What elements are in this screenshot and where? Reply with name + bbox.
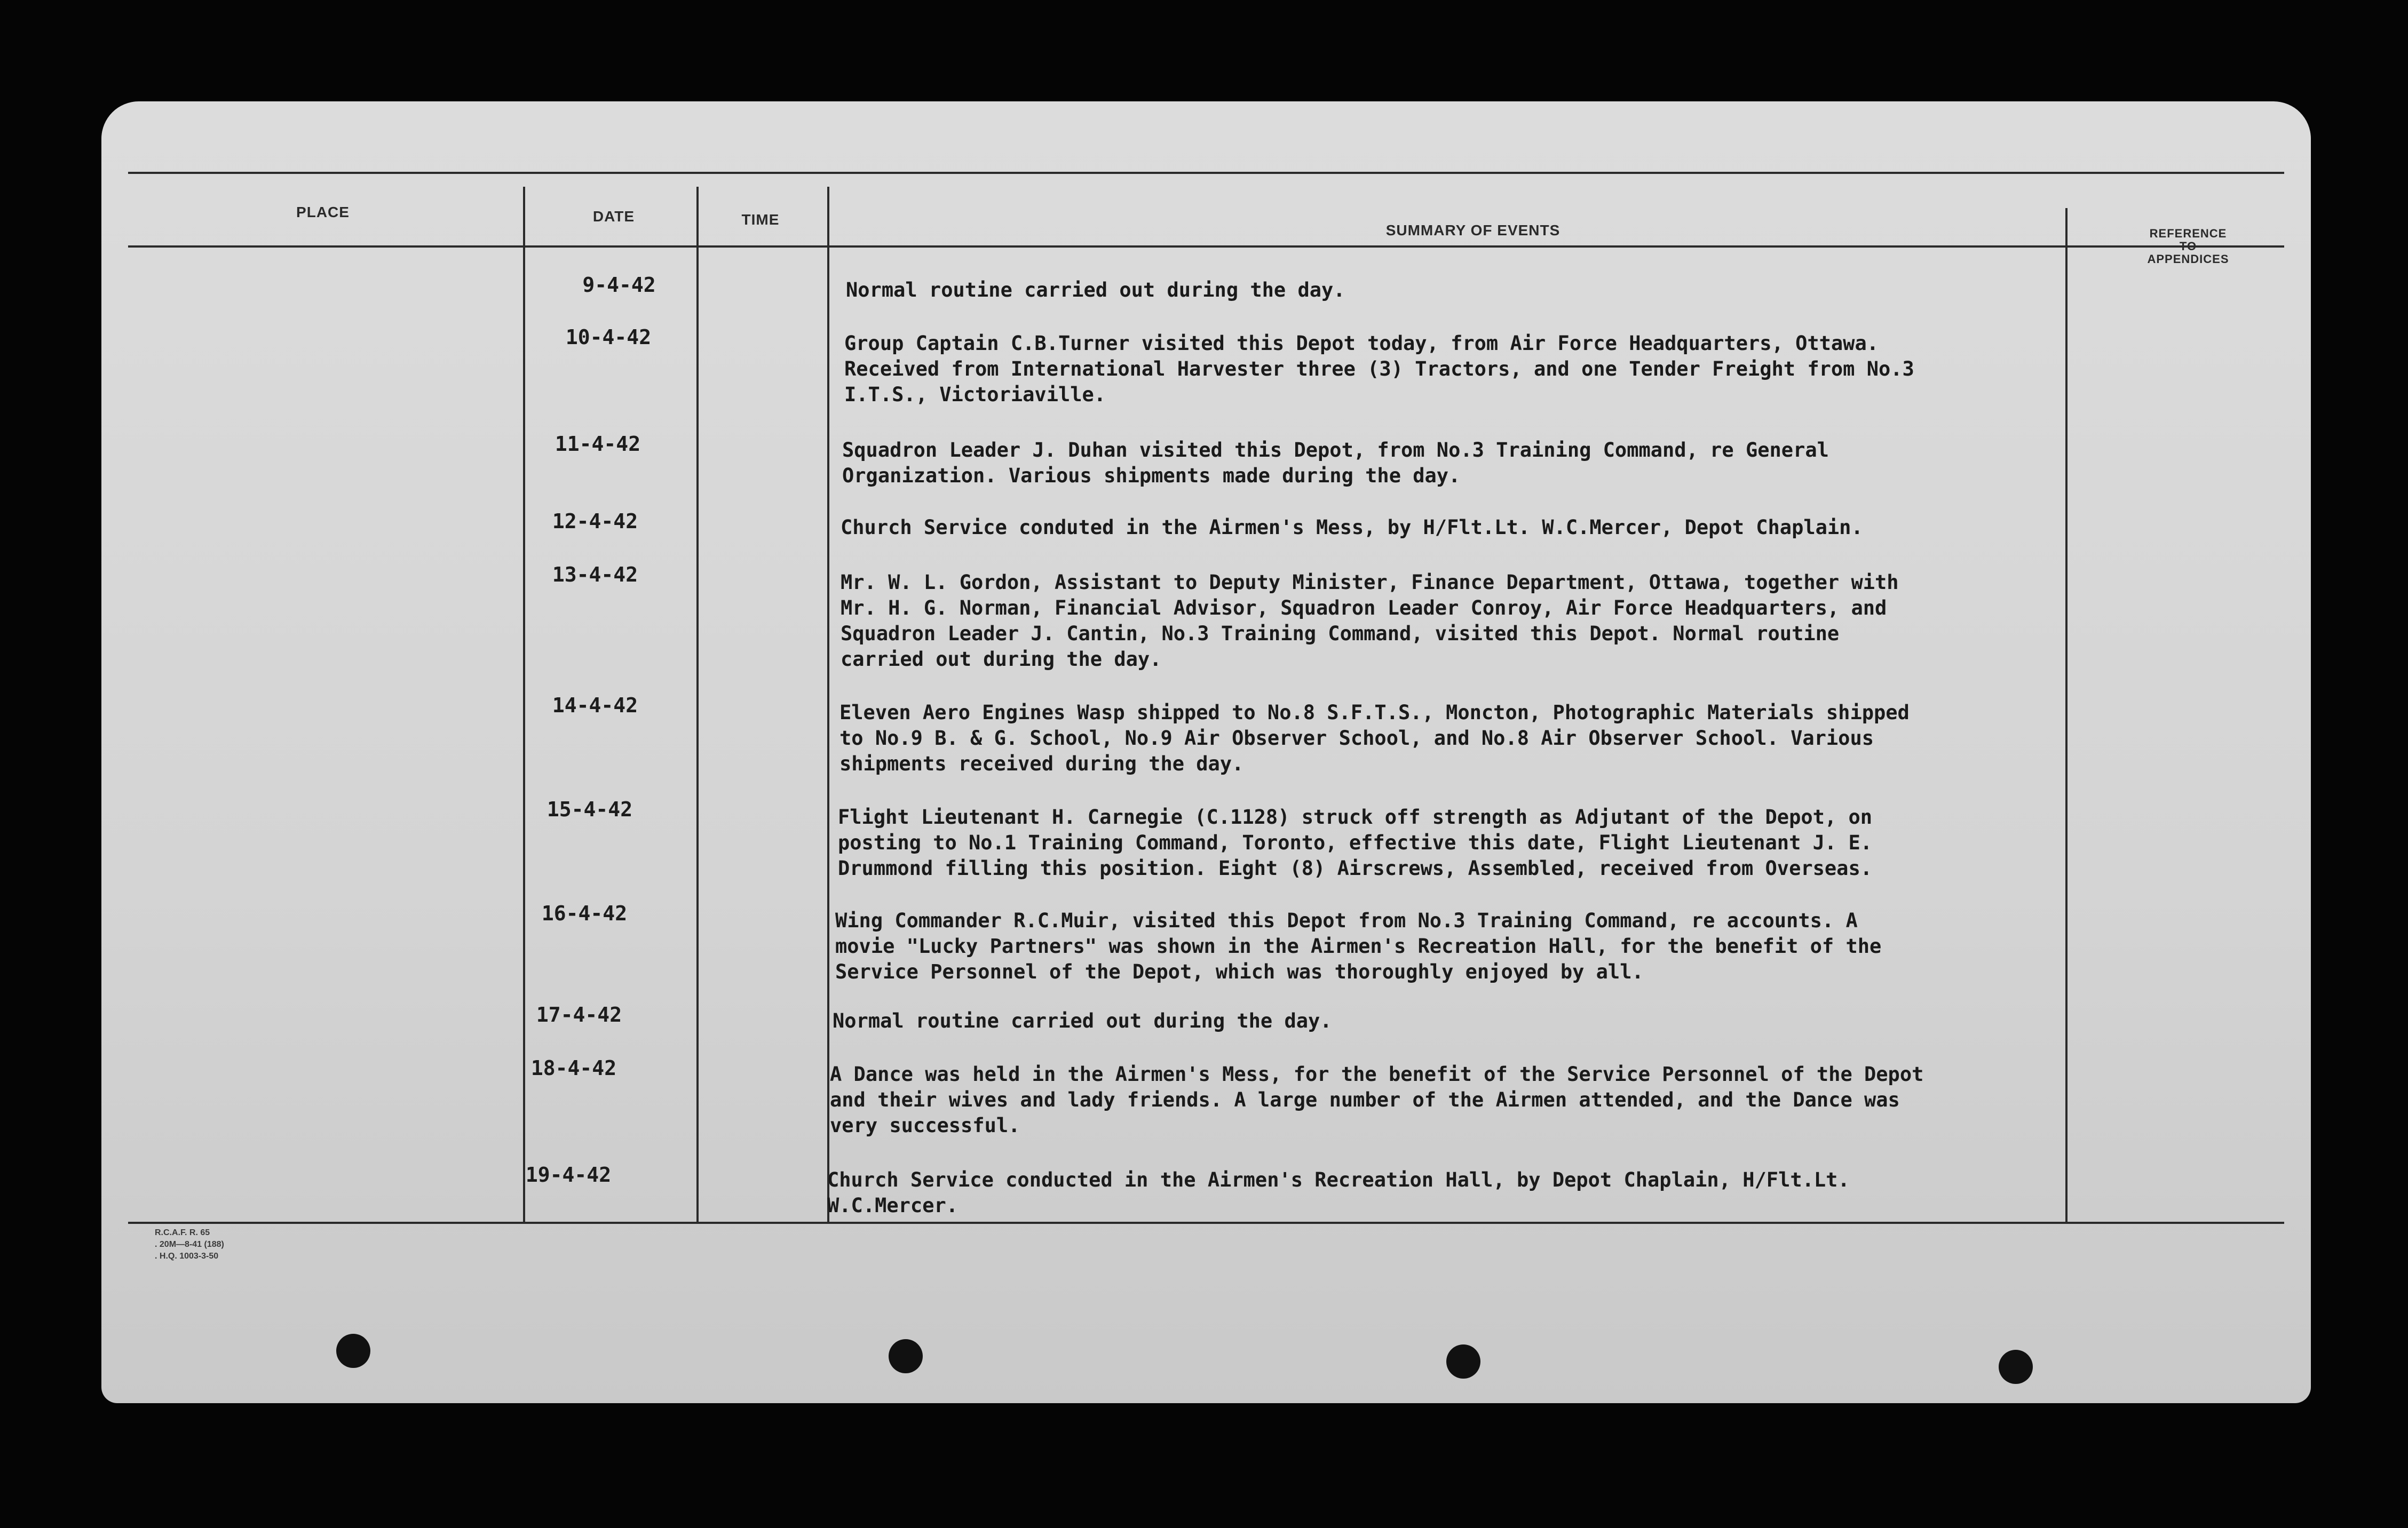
binder-hole bbox=[1446, 1344, 1480, 1379]
entry-summary: Normal routine carried out during the day. bbox=[833, 1009, 1332, 1032]
entry-date: 13-4-42 bbox=[552, 563, 638, 586]
entry-date: 16-4-42 bbox=[541, 902, 628, 925]
entry-date: 17-4-42 bbox=[536, 1003, 622, 1026]
entry-date: 19-4-42 bbox=[525, 1163, 612, 1187]
binder-hole bbox=[889, 1339, 923, 1373]
entry-date: 9-4-42 bbox=[582, 273, 656, 297]
time-summary-divider bbox=[827, 187, 829, 1222]
entry-summary: Mr. W. L. Gordon, Assistant to Deputy Minister, Finance Department, Ottawa, together with Mr. H. G. Norman, Financial Advisor, Squadron Leader Conroy, Air Force Headquarters, and Squadron Leader J. Cantin, No.3 Training Command, visited this Depot. Normal routine carried out during the day. bbox=[841, 571, 1899, 671]
entry-date: 11-4-42 bbox=[555, 432, 641, 456]
date-time-divider bbox=[696, 187, 699, 1222]
form-sheet bbox=[101, 101, 2311, 1403]
entry-summary: Squadron Leader J. Duhan visited this Depot, from No.3 Training Command, re General Organization. Various shipments made during the day. bbox=[842, 439, 1829, 487]
entry-summary: Flight Lieutenant H. Carnegie (C.1128) struck off strength as Adjutant of the Depot, on posting to No.1 Training Command, Toronto, effective this date, Flight Lieutenant J. E. Drummond filling this position. Eight (8) Airscrews, Assembled, received from Overseas. bbox=[838, 806, 1873, 880]
binder-hole bbox=[336, 1334, 370, 1368]
header-reference: REFERENCE TO APPENDICES bbox=[2147, 227, 2229, 266]
header-rule bbox=[128, 245, 2284, 248]
form-reference: R.C.A.F. R. 65 . 20M—8-41 (188) . H.Q. 1003-3-50 bbox=[155, 1228, 224, 1261]
header-place: PLACE bbox=[296, 204, 350, 220]
bottom-rule bbox=[128, 1222, 2284, 1224]
binder-hole bbox=[1999, 1350, 2033, 1384]
entry-date: 15-4-42 bbox=[546, 798, 633, 821]
top-rule bbox=[128, 172, 2284, 174]
entry-date: 14-4-42 bbox=[552, 694, 638, 717]
header-time: TIME bbox=[741, 211, 780, 228]
entry-summary: Group Captain C.B.Turner visited this Depot today, from Air Force Headquarters, Ottawa. Received from International Harvester three (3) Tractors, and one Tender Freight from No.3 I.T.S., Victoriaville. bbox=[844, 332, 1914, 406]
entry-summary: A Dance was held in the Airmen's Mess, for the benefit of the Service Personnel of the Depot and their wives and lady friends. A large number of the Airmen attended, and the Dance was very successful. bbox=[830, 1063, 1924, 1137]
entry-date: 10-4-42 bbox=[565, 325, 652, 349]
entry-summary: Normal routine carried out during the day. bbox=[846, 278, 1345, 301]
entry-date: 18-4-42 bbox=[530, 1056, 617, 1080]
entry-summary: Eleven Aero Engines Wasp shipped to No.8 S.F.T.S., Moncton, Photographic Materials shipped to No.9 B. & G. School, No.9 Air Observer School, and No.8 Air Observer School. Various shipments received during the day. bbox=[839, 701, 1910, 775]
entry-summary: Wing Commander R.C.Muir, visited this Depot from No.3 Training Command, re accounts. A movie "Lucky Partners" was shown in the Airmen's Recreation Hall, for the benefit of the Service Personnel of the Depot, which was thoroughly enjoyed by all. bbox=[835, 909, 1882, 983]
entry-summary: Church Service conduted in the Airmen's Mess, by H/Flt.Lt. W.C.Mercer, Depot Chaplain. bbox=[841, 516, 1863, 539]
entry-date: 12-4-42 bbox=[552, 510, 638, 533]
entry-summary: Church Service conducted in the Airmen's Recreation Hall, by Depot Chaplain, H/Flt.Lt. W.C.Mercer. bbox=[827, 1168, 1850, 1217]
header-date: DATE bbox=[592, 208, 635, 225]
header-summary: SUMMARY OF EVENTS bbox=[1385, 222, 1561, 238]
